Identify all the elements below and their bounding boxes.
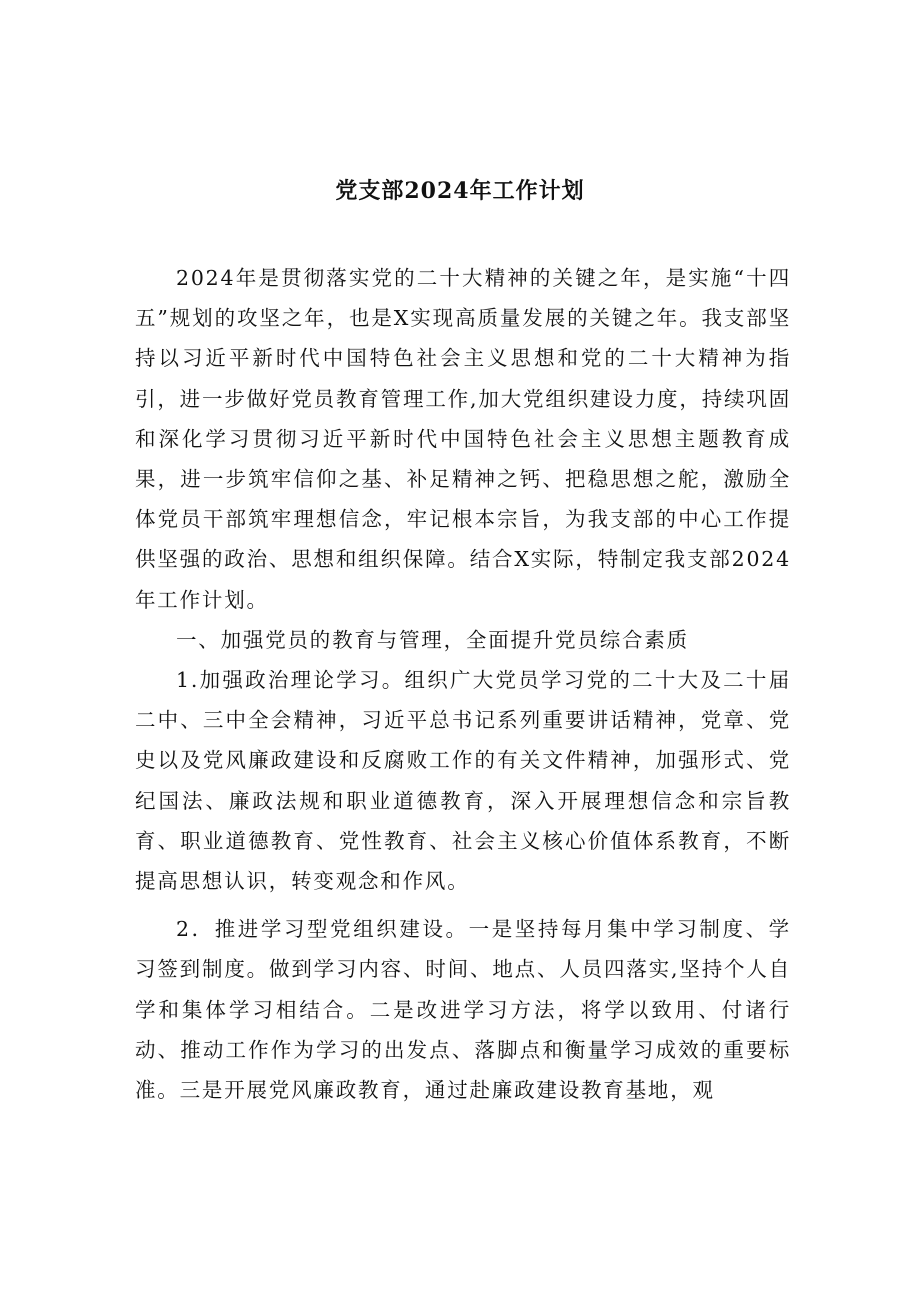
document-body (135, 258, 791, 1110)
document-title: 党支部2024年工作计划 (335, 178, 585, 204)
item-paragraph-1: 1.加强政治理论学习。组织广大党员学习党的二十大及二十届二中、三中全会精神，习近平总书记系列重要讲话精神，党章、党史以及党风廉政建设和反腐败工作的有关文件精神，加强形式、党纪国法、廉政法规和职业道德教育，深入开展理想信念和宗旨教育、职业道德教育、党性教育、社会主义核心价值体系教育，不断提高思想认识，转变观念和作风。 (135, 668, 791, 894)
item-paragraph-2: 2．推进学习型党组织建设。一是坚持每月集中学习制度、学习签到制度。做到学习内容、时间、地点、人员四落实,坚持个人自学和集体学习相结合。二是改进学习方法，将学以致用、付诸行动、推动工作作为学习的出发点、落脚点和衡量学习成效的重要标准。三是开展党风廉政教育，通过赴廉政建设教育基地，观 (135, 917, 791, 1103)
section-heading-1: 一、加强党员的教育与管理，全面提升党员综合素质 (176, 627, 689, 652)
intro-paragraph: 2024年是贯彻落实党的二十大精神的关键之年，是实施“十四五”规划的攻坚之年，也是X实现高质量发展的关键之年。我支部坚持以习近平新时代中国特色社会主义思想和党的二十大精神为指引，进一步做好党员教育管理工作,加大党组织建设力度，持续巩固和深化学习贯彻习近平新时代中国特色社会主义思想主题教育成果，进一步筑牢信仰之基、补足精神之钙、把稳思想之舵，激励全体党员干部筑牢理想信念，牢记根本宗旨，为我支部的中心工作提供坚强的政治、思想和组织保障。结合X实际，特制定我支部2024年工作计划。 (135, 266, 791, 612)
